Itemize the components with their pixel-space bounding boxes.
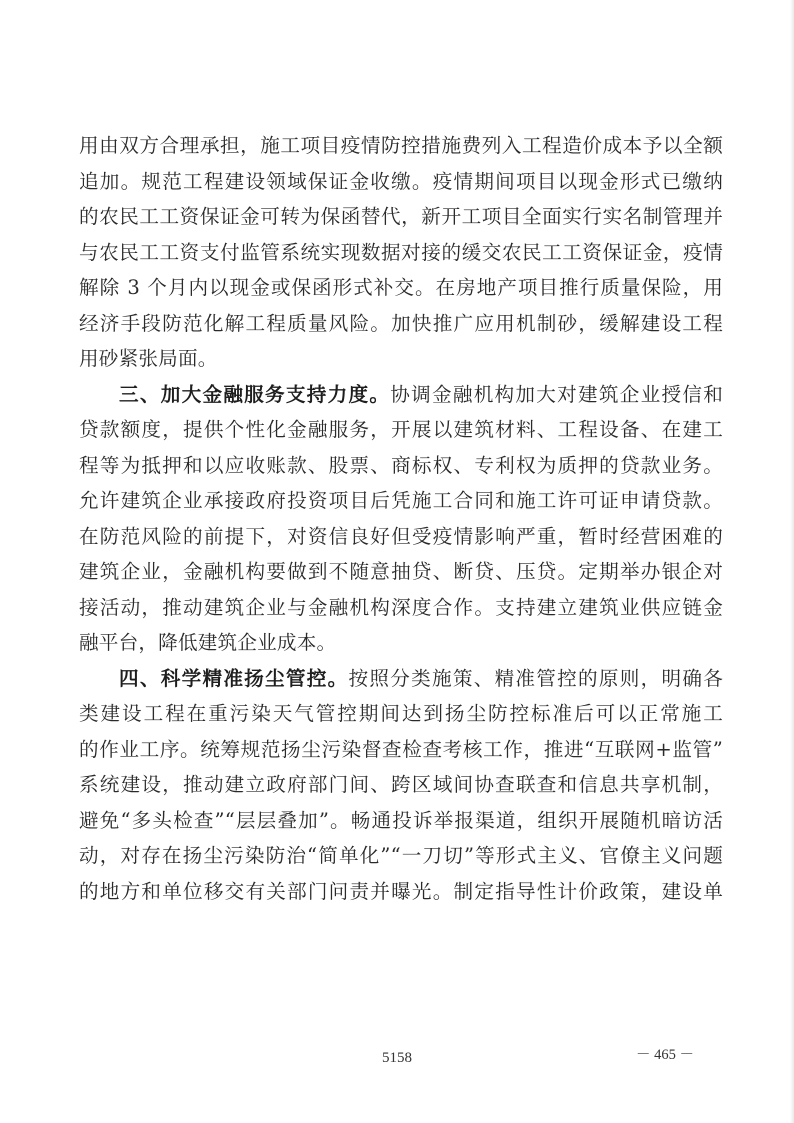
section-4-first-line: 四、科学精准扬尘管控。按照分类施策、精准管控的原则，明确各	[119, 666, 723, 690]
text-line-1: 用由双方合理承担，施工项目疫情防控措施费列入工程造价成本予以全额	[79, 134, 723, 157]
section-4-heading: 四、科学精准扬尘管控。	[119, 666, 349, 690]
footer-page-number-center: 5158	[382, 1050, 412, 1066]
text-line-18: 的作业工序。统筹规范扬尘污染督查检查考核工作，推进“互联网+监管”	[79, 737, 723, 761]
text-line-3: 的农民工工资保证金可转为保函替代，新开工项目全面实行实名制管理并	[79, 205, 723, 228]
text-line-21: 动，对存在扬尘污染防治“简单化”“一刀切”等形式主义、官僚主义问题	[79, 844, 723, 867]
text-line-12: 在防范风险的前提下，对资信良好但受疫情影响严重，暂时经营困难的	[79, 524, 723, 548]
text-line-19: 系统建设，推动建立政府部门间、跨区域间协查联查和信息共享机制，	[79, 773, 723, 796]
text-line-22: 的地方和单位移交有关部门问责并曝光。制定指导性计价政策，建设单	[79, 879, 723, 903]
section-3-first-line: 三、加大金融服务支持力度。协调金融机构加大对建筑企业授信和	[119, 382, 723, 406]
text-line-14: 接活动，推动建筑企业与金融机构深度合作。支持建立建筑业供应链金	[79, 595, 723, 619]
text-line-11: 允许建筑企业承接政府投资项目后凭施工合同和施工许可证申请贷款。	[79, 489, 723, 512]
text-line-4: 与农民工工资支付监管系统实现数据对接的缓交农民工工资保证金，疫情	[79, 240, 723, 264]
text-line-20: 避免“多头检查”“层层叠加”。畅通投诉举报渠道，组织开展随机暗访活	[79, 808, 723, 832]
text-line-7: 用砂紧张局面。	[79, 347, 218, 370]
text-line-9: 贷款额度，提供个性化金融服务，开展以建筑材料、工程设备、在建工	[79, 418, 723, 441]
body-text	[79, 128, 723, 909]
text-line-17: 类建设工程在重污染天气管控期间达到扬尘防控标准后可以正常施工	[79, 702, 723, 725]
text-line-2: 追加。规范工程建设领域保证金收缴。疫情期间项目以现金形式已缴纳	[79, 169, 723, 193]
text-line-15: 融平台，降低建筑企业成本。	[79, 631, 337, 654]
section-3-heading: 三、加大金融服务支持力度。	[119, 382, 391, 406]
text-line-5: 解除 3 个月内以现金或保函形式补交。在房地产项目推行质量保险，用	[79, 276, 723, 299]
scan-edge-shadow	[790, 0, 794, 1123]
text-line-13: 建筑企业，金融机构要做到不随意抽贷、断贷、压贷。定期举办银企对	[79, 560, 723, 583]
text-line-6: 经济手段防范化解工程质量风险。加快推广应用机制砂，缓解建设工程	[79, 311, 723, 335]
footer-page-number-right: － 465 －	[636, 1047, 694, 1063]
text-line-10: 程等为抵押和以应收账款、股票、商标权、专利权为质押的贷款业务。	[79, 453, 723, 477]
